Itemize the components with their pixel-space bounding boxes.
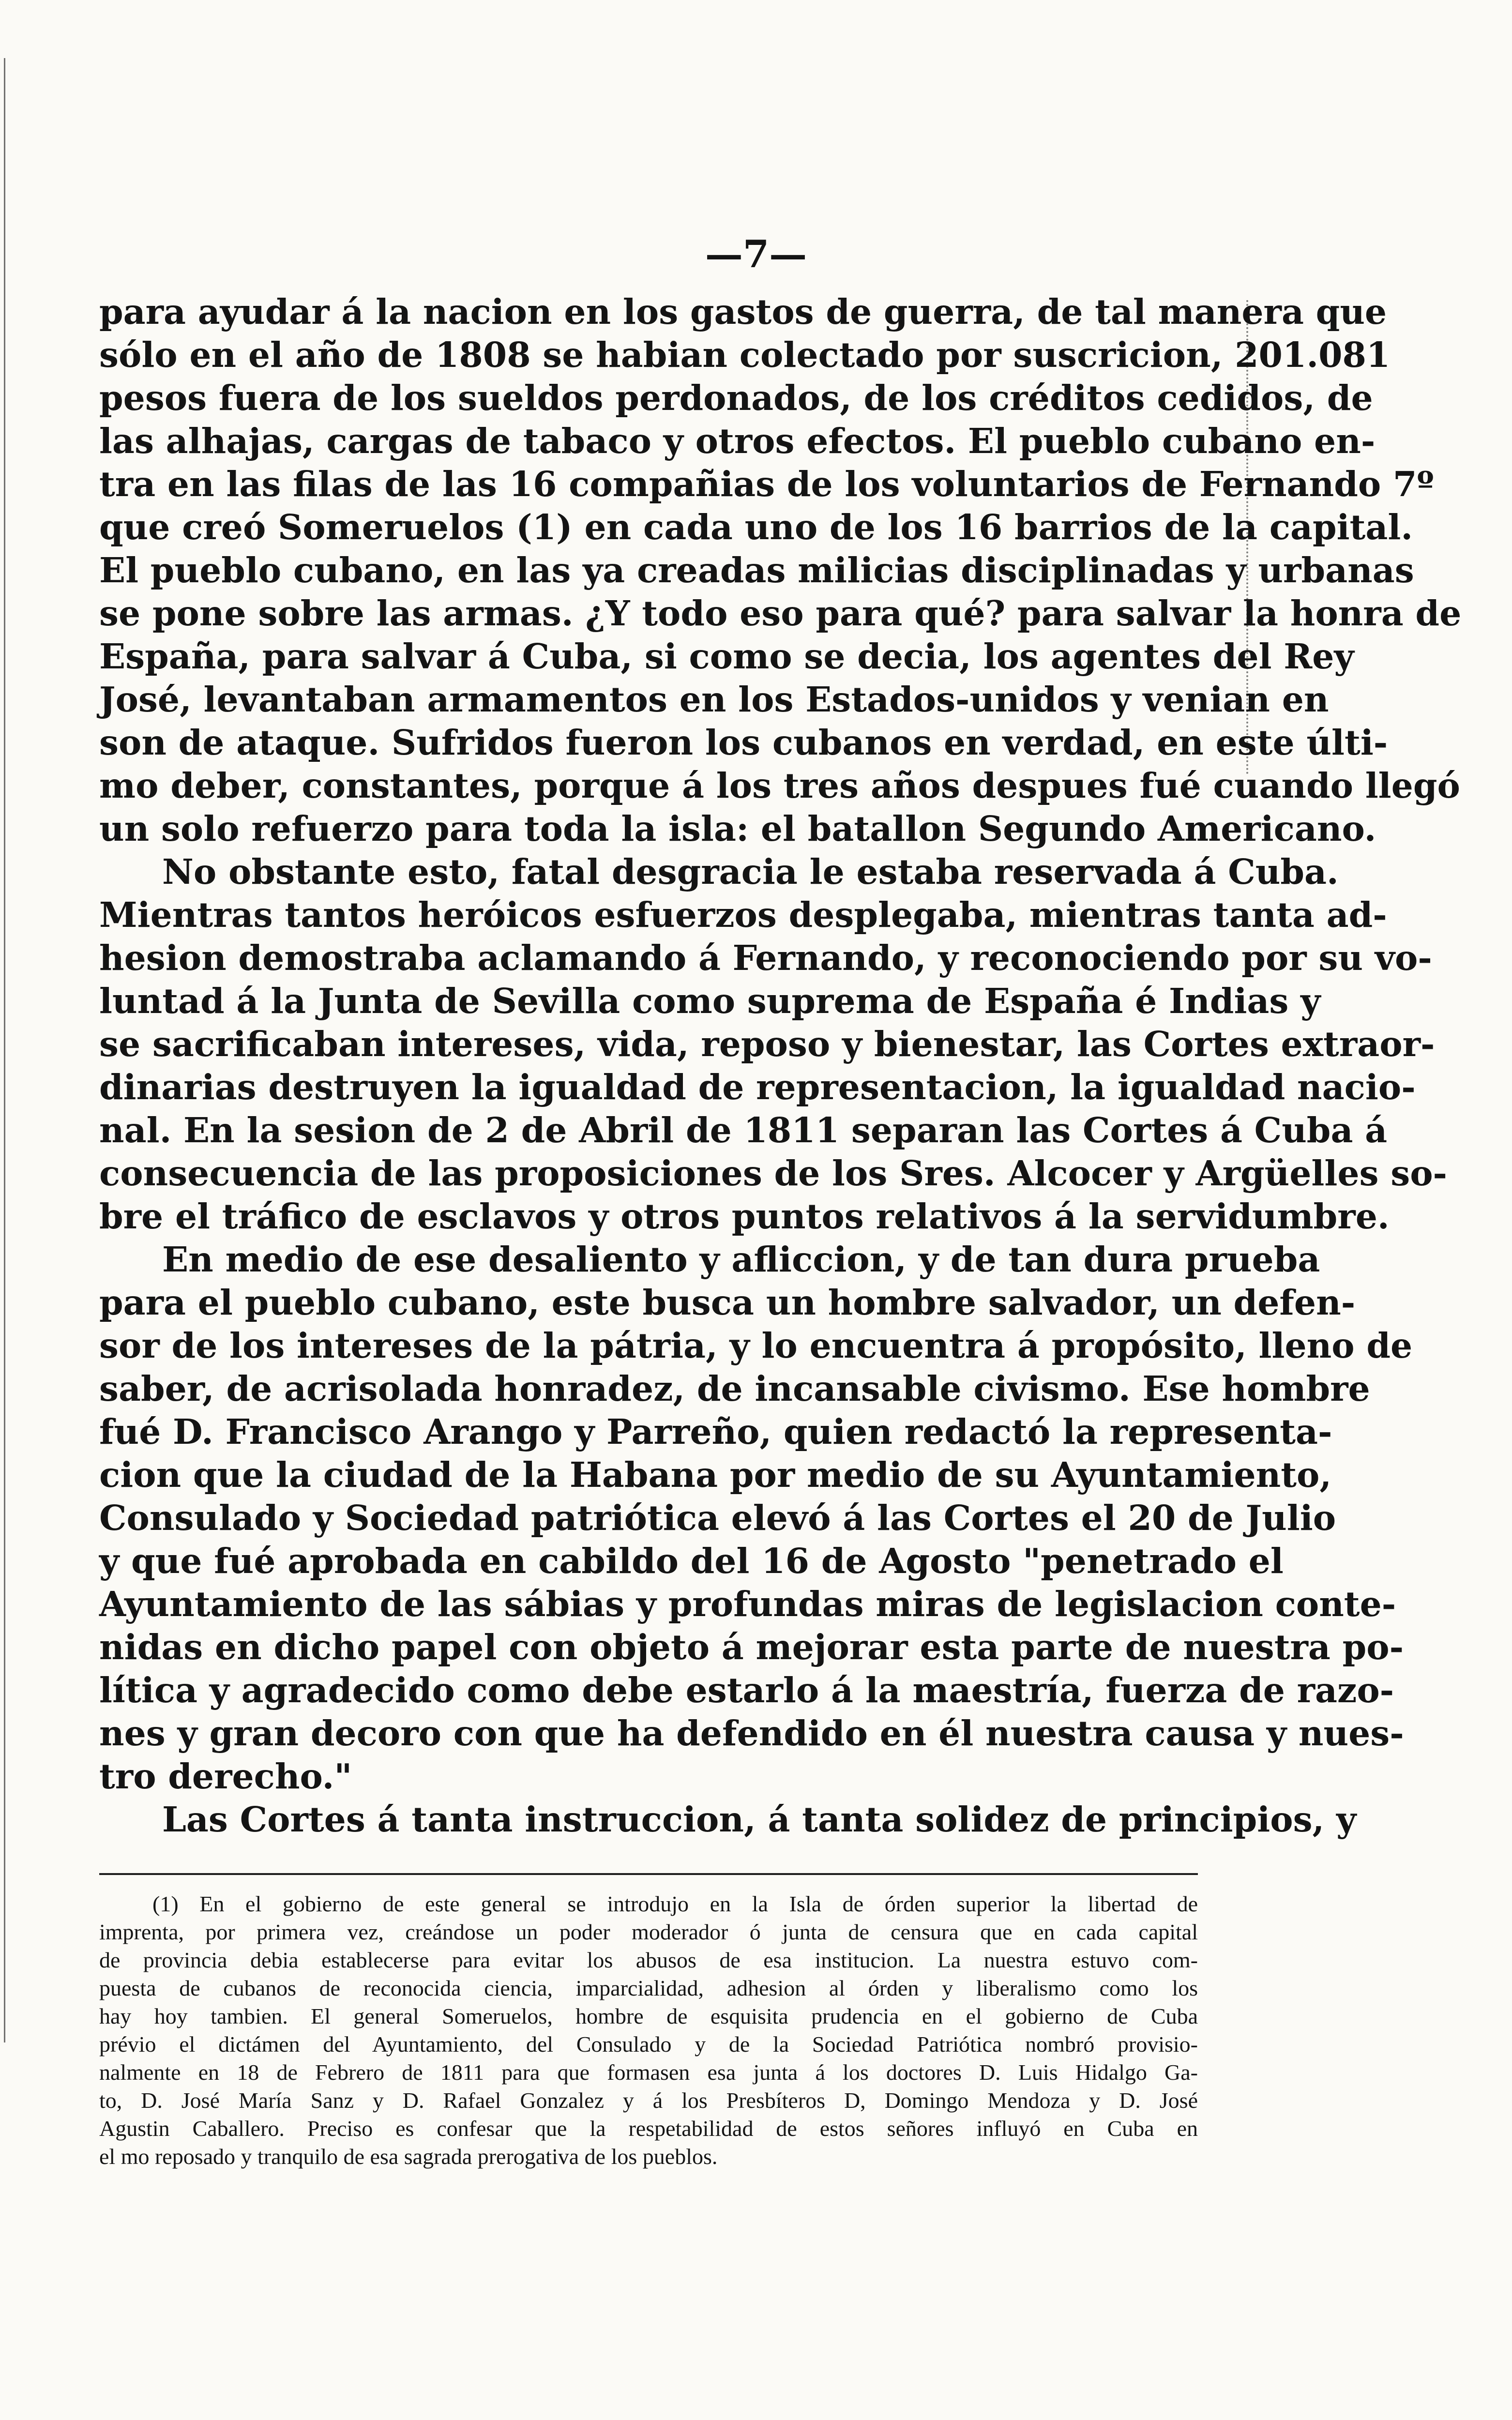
body-line: y que fué aprobada en cabildo del 16 de Agosto "penetrado el xyxy=(99,1541,1284,1581)
body-line: sor de los intereses de la pátria, y lo encuentra á propósito, lleno de xyxy=(99,1325,1413,1366)
body-line: nes y gran decoro con que ha defendido en él nuestra causa y nues- xyxy=(99,1713,1404,1754)
body-line: consecuencia de las proposiciones de los Sres. Alcocer y Argüelles so- xyxy=(99,1153,1448,1194)
body-line: luntad á la Junta de Sevilla como suprema de España é Indias y xyxy=(99,981,1321,1021)
body-text xyxy=(99,290,1462,1841)
body-line: tro derecho." xyxy=(99,1756,352,1797)
footnote xyxy=(99,1890,1198,2171)
footnote-line: imprenta, por primera vez, creándose un poder moderador ó junta de censura que en cada capital xyxy=(99,1920,1198,1944)
body-line: No obstante esto, fatal desgracia le estaba reservada á Cuba. xyxy=(162,851,1339,892)
body-line: hesion demostraba aclamando á Fernando, y reconociendo por su vo- xyxy=(99,938,1432,978)
footnote-divider xyxy=(99,1873,1198,1875)
body-line: El pueblo cubano, en las ya creadas milicias disciplinadas y urbanas xyxy=(99,550,1414,590)
footnote-line: nalmente en 18 de Febrero de 1811 para que formasen esa junta á los doctores D. Luis Hidalgo Ga- xyxy=(99,2060,1198,2085)
footnote-line: prévio el dictámen del Ayuntamiento, del Consulado y de la Sociedad Patriótica nombró provisio- xyxy=(99,2032,1198,2057)
body-line: Consulado y Sociedad patriótica elevó á las Cortes el 20 de Julio xyxy=(99,1497,1336,1538)
left-page-edge xyxy=(4,58,7,2042)
body-line: Las Cortes á tanta instruccion, á tanta solidez de principios, y xyxy=(162,1799,1357,1840)
body-line: lítica y agradecido como debe estarlo á la maestría, fuerza de razo- xyxy=(99,1670,1394,1710)
body-line: nidas en dicho papel con objeto á mejorar esta parte de nuestra po- xyxy=(99,1627,1404,1667)
body-line: tra en las filas de las 16 compañias de los voluntarios de Fernando 7º xyxy=(99,464,1434,504)
footnote-line: to, D. José María Sanz y D. Rafael Gonzalez y á los Presbíteros D, Domingo Mendoza y D. José xyxy=(99,2088,1198,2113)
body-line: José, levantaban armamentos en los Estados-unidos y venian en xyxy=(99,679,1329,720)
body-line: En medio de ese desaliento y afliccion, y de tan dura prueba xyxy=(162,1239,1320,1280)
body-line: saber, de acrisolada honradez, de incansable civismo. Ese hombre xyxy=(99,1368,1370,1409)
body-line: mo deber, constantes, porque á los tres años despues fué cuando llegó xyxy=(99,765,1460,806)
body-line: sólo en el año de 1808 se habian colectado por suscricion, 201.081 xyxy=(99,334,1391,375)
body-line: fué D. Francisco Arango y Parreño, quien redactó la representa- xyxy=(99,1411,1332,1452)
body-line: para el pueblo cubano, este busca un hombre salvador, un defen- xyxy=(99,1282,1356,1323)
body-line: bre el tráfico de esclavos y otros puntos relativos á la servidumbre. xyxy=(99,1196,1390,1237)
body-line: se sacrificaban intereses, vida, reposo y bienestar, las Cortes extraor- xyxy=(99,1024,1435,1064)
body-line: pesos fuera de los sueldos perdonados, de los créditos cedidos, de xyxy=(99,378,1373,418)
body-line: un solo refuerzo para toda la isla: el batallon Segundo Americano. xyxy=(99,808,1376,849)
body-line: las alhajas, cargas de tabaco y otros efectos. El pueblo cubano en- xyxy=(99,421,1376,461)
footnote-line: el mo reposado y tranquilo de esa sagrada prerogativa de los pueblos. xyxy=(99,2144,718,2169)
body-line: se pone sobre las armas. ¿Y todo eso para qué? para salvar la honra de xyxy=(99,593,1462,634)
body-line: que creó Someruelos (1) en cada uno de los 16 barrios de la capital. xyxy=(99,507,1413,547)
footnote-line: (1) En el gobierno de este general se introdujo en la Isla de órden superior la libertad de xyxy=(152,1891,1198,1916)
footnote-line: Agustin Caballero. Preciso es confesar que la respetabilidad de estos señores influyó en Cuba en xyxy=(99,2116,1198,2141)
body-line: son de ataque. Sufridos fueron los cubanos en verdad, en este últi- xyxy=(99,722,1388,763)
body-line: cion que la ciudad de la Habana por medio de su Ayuntamiento, xyxy=(99,1454,1332,1495)
body-line: nal. En la sesion de 2 de Abril de 1811 separan las Cortes á Cuba á xyxy=(99,1110,1388,1150)
page-number: —7— xyxy=(705,232,807,276)
body-line: para ayudar á la nacion en los gastos de guerra, de tal manera que xyxy=(99,291,1387,332)
body-line: España, para salvar á Cuba, si como se decia, los agentes del Rey xyxy=(99,636,1354,677)
body-line: Mientras tantos heróicos esfuerzos desplegaba, mientras tanta ad- xyxy=(99,894,1387,935)
footnote-line: de provincia debia establecerse para evitar los abusos de esa institucion. La nuestra estuvo com- xyxy=(99,1948,1198,1972)
body-line: dinarias destruyen la igualdad de representacion, la igualdad nacio- xyxy=(99,1067,1416,1107)
footnote-line: puesta de cubanos de reconocida ciencia, imparcialidad, adhesion al órden y liberalismo como los xyxy=(99,1976,1198,2000)
body-line: Ayuntamiento de las sábias y profundas miras de legislacion conte- xyxy=(99,1584,1396,1624)
footnote-line: hay hoy tambien. El general Someruelos, hombre de esquisita prudencia en el gobierno de Cuba xyxy=(99,2004,1198,2028)
